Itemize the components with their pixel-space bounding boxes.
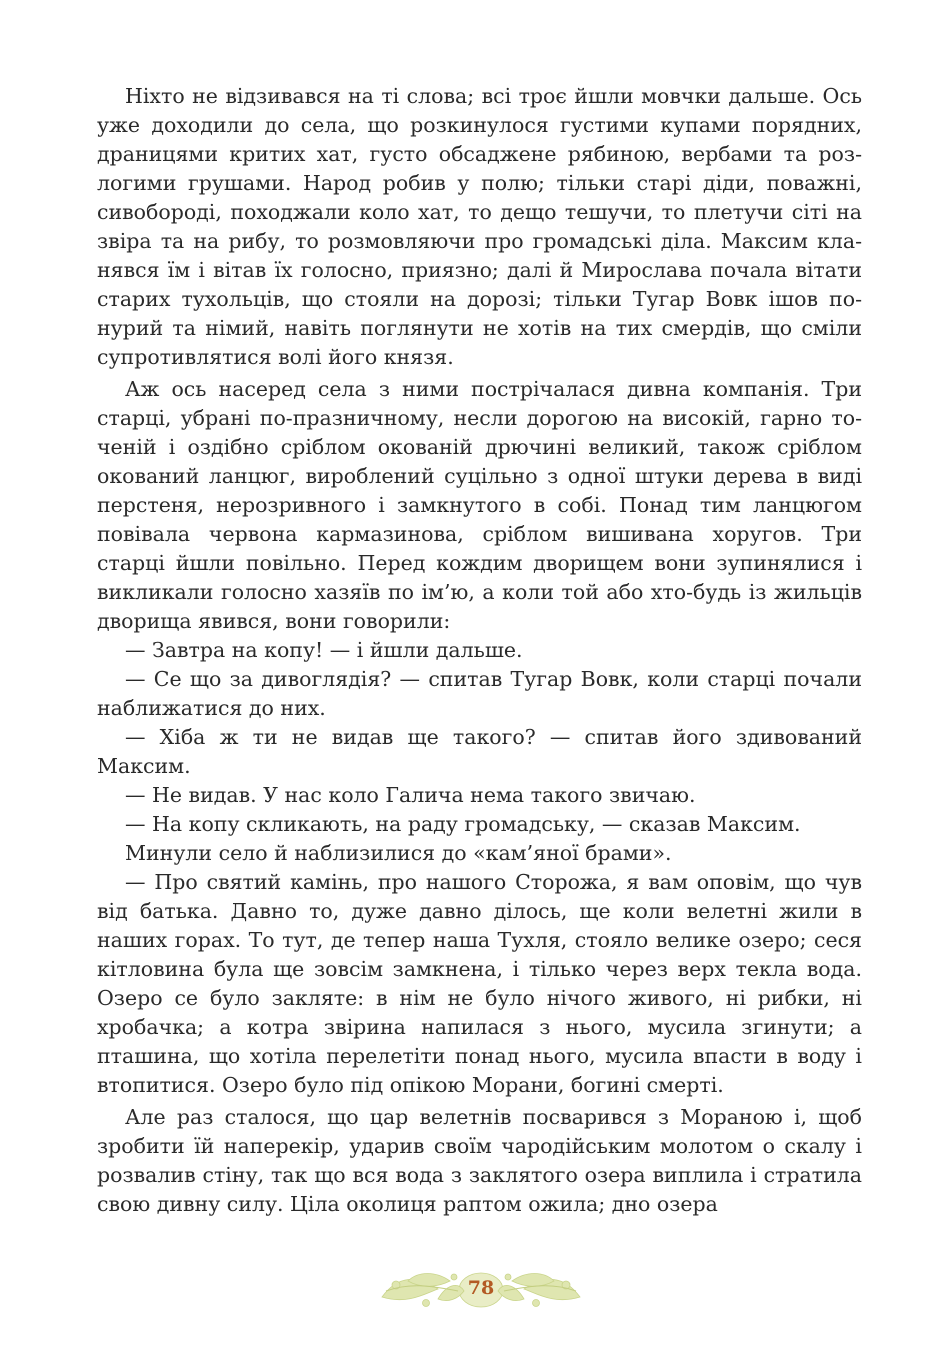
paragraph: Аж ось насеред села з ними пострічалася дивна компанія. Три старці, убрані по-празничному, несли дорогою на високій, гарно точеній і оздібно сріблом окованій дрючині великий, також сріблом окований ланцюг, вироблений суцільно з одної штуки дерева в виді перстеня, нерозривного і замкнутого в собі. Понад тим ланцюгом повівала червона кармазинова, сріблом вишивана хоругов. Три старці йшли повільно. Перед кождим дворищем вони зупинялися і викликали голосно хазяїв по ім’ю, а коли той або хто-будь із жильців дворища явився, вони говорили:	[97, 377, 862, 633]
paragraph: Минули село й наблизилися до «кам’яної брами».	[125, 841, 672, 865]
paragraph: — Хіба ж ти не видав ще такого? — спитав його здивований Максим.	[97, 725, 862, 778]
page-number: 78	[467, 1277, 495, 1299]
paragraph: — Не видав. У нас коло Галича нема такого звичаю.	[125, 783, 696, 807]
body-text	[97, 82, 862, 1219]
paragraph: — На копу скликають, на раду громадську, — сказав Максим.	[125, 812, 801, 836]
paragraph: Але раз сталося, що цар велетнів посварився з Мораною і, щоб зробити їй наперекір, ударив своїм чародійським молотом о скалу і розвалив стіну, так що вся вода з заклятого озера виплила і стратила свою дивну силу. Ціла околиця раптом ожила; дно озера	[97, 1105, 862, 1216]
paragraph: — Се що за дивоглядія? — спитав Тугар Вовк, коли старці почали наближатися до них.	[97, 667, 862, 720]
paragraph: — Завтра на копу! — і йшли дальше.	[125, 638, 523, 662]
paragraph: — Про святий камінь, про нашого Сторожа, я вам оповім, що чув від батька. Давно то, дуже давно ділось, ще коли велетні жили в наших горах. То тут, де тепер наша Тухля, стояло велике озеро; сеся кітловина була ще зовсім замкнена, і тілько через верх текла вода. Озеро се було закляте: в нім не було нічого живого, ні рибки, ні хробачка; а котра звірина напилася з нього, мусила згинути; а пташина, що хотіла перелетіти понад нього, мусила впасти в воду і втопитися. Озеро було під опікою Морани, богині смерті.	[97, 870, 862, 1097]
page-footer	[378, 1267, 584, 1313]
paragraph: Ніхто не відзивався на ті слова; всі троє йшли мовчки дальше. Ось уже доходили до села, що розкинулося густими купами порядних, драницями критих хат, густо обсаджене рябиною, вербами та розлогими грушами. Народ робив у полю; тільки старі діди, поважні, сивобороді, походжали коло хат, то дещо тешучи, то плетучи сіті на звіра та на рибу, то розмовляючи про громадські діла. Максим кланявся їм і вітав їх голосно, приязно; далі й Мирослава почала вітати старих тухольців, що стояли на дорозі; тільки Тугар Вовк ішов понурий та німий, навіть поглянути не хотів на тих смердів, що сміли супротивлятися волі його князя.	[97, 84, 862, 369]
